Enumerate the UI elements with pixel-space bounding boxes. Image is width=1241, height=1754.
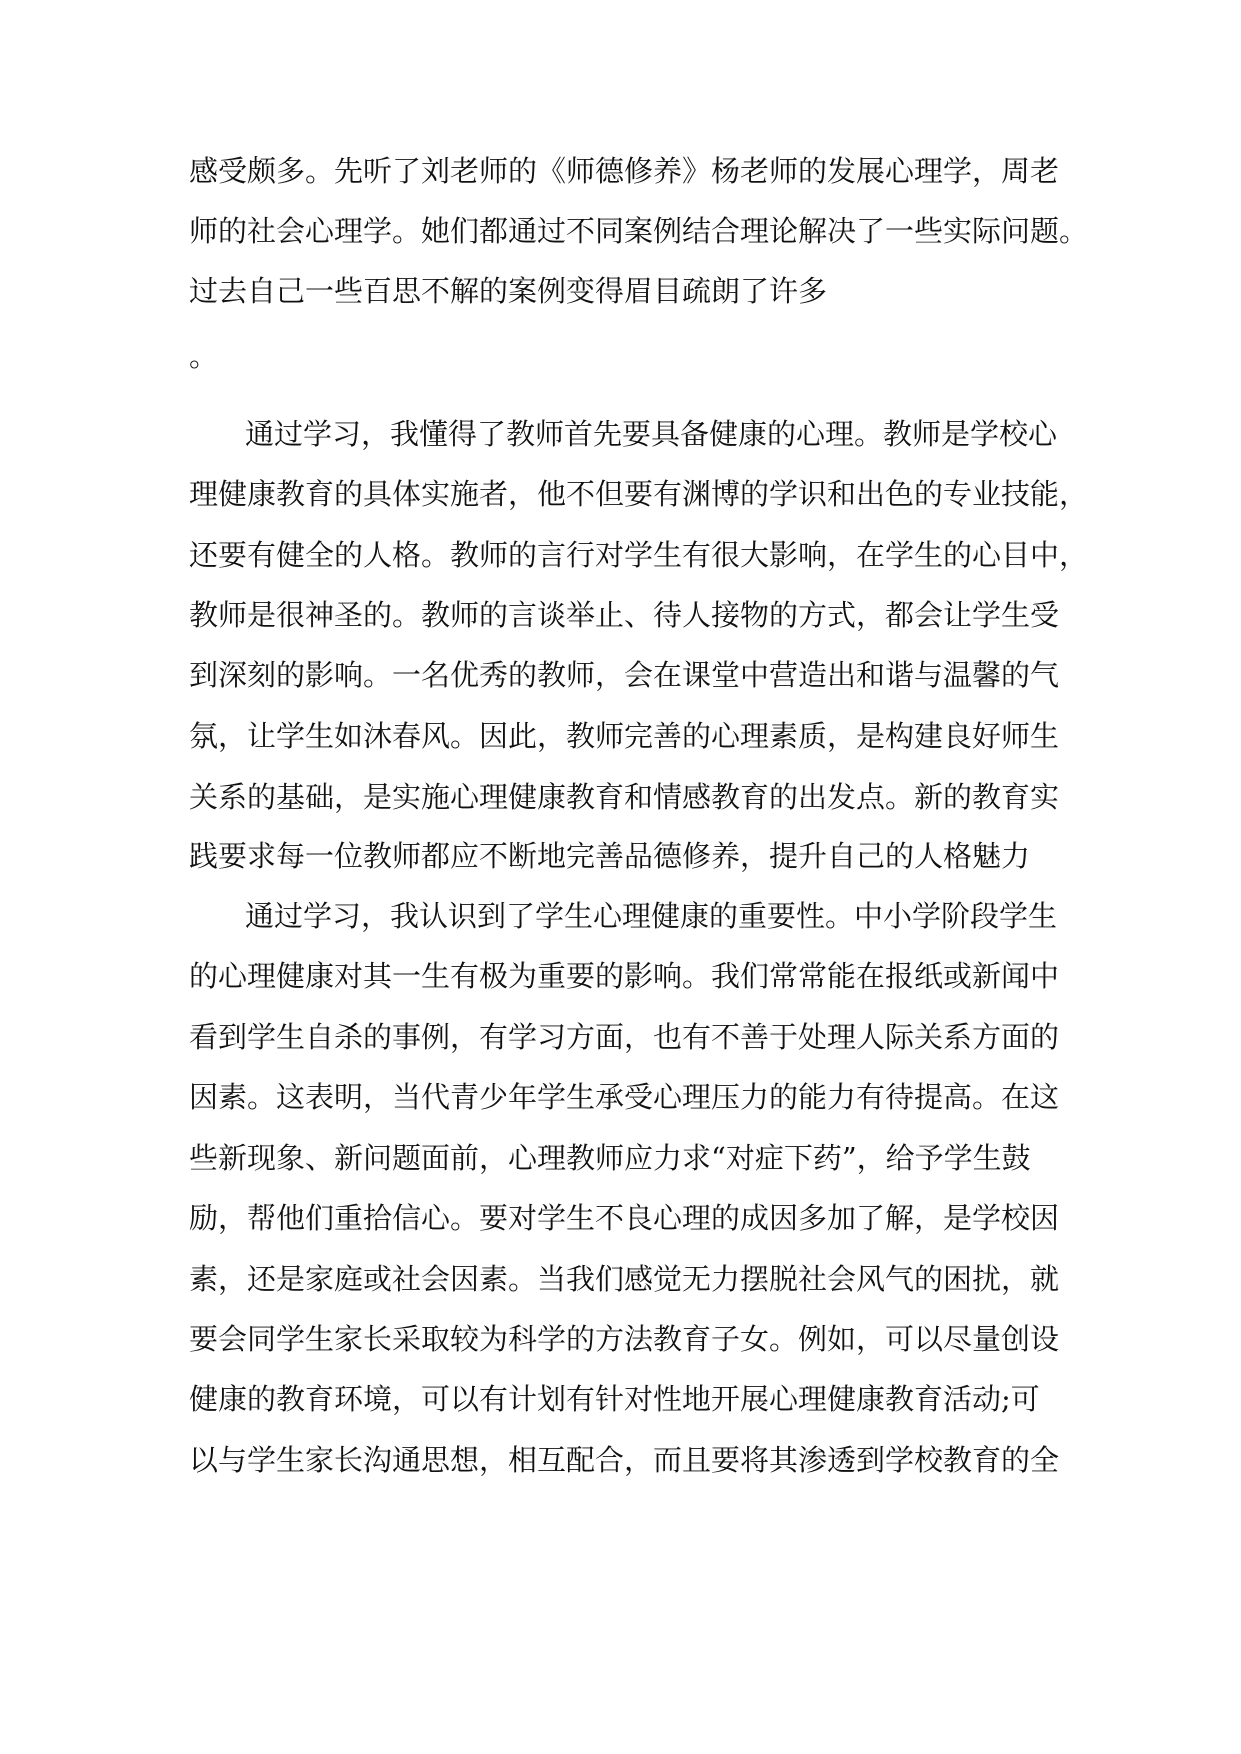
text-line: 看到学生自杀的事例，有学习方面，也有不善于处理人际关系方面的	[189, 1020, 1060, 1054]
paragraph-start-line: 通过学习，我懂得了教师首先要具备健康的心理。教师是学校心	[245, 417, 1058, 451]
text-line: 素，还是家庭或社会因素。当我们感觉无力摆脱社会风气的困扰，就	[189, 1262, 1060, 1296]
text-line: 感受颇多。先听了刘老师的《师德修养》杨老师的发展心理学，周老	[189, 154, 1060, 188]
paragraph-start-line: 通过学习，我认识到了学生心理健康的重要性。中小学阶段学生	[245, 899, 1058, 933]
text-line: 还要有健全的人格。教师的言行对学生有很大影响，在学生的心目中，	[189, 538, 1089, 572]
text-line: 以与学生家长沟通思想，相互配合，而且要将其渗透到学校教育的全	[189, 1443, 1060, 1477]
text-line: 教师是很神圣的。教师的言谈举止、待人接物的方式，都会让学生受	[189, 598, 1060, 632]
text-line: 关系的基础，是实施心理健康教育和情感教育的出发点。新的教育实	[189, 780, 1060, 814]
text-line: 氛，让学生如沐春风。因此，教师完善的心理素质，是构建良好师生	[189, 719, 1060, 753]
text-line: 励，帮他们重拾信心。要对学生不良心理的成因多加了解，是学校因	[189, 1201, 1060, 1235]
text-line: 到深刻的影响。一名优秀的教师，会在课堂中营造出和谐与温馨的气	[189, 658, 1060, 692]
text-line: 要会同学生家长采取较为科学的方法教育子女。例如，可以尽量创设	[189, 1322, 1060, 1356]
text-line: 的心理健康对其一生有极为重要的影响。我们常常能在报纸或新闻中	[189, 959, 1060, 993]
text-line: 因素。这表明，当代青少年学生承受心理压力的能力有待提高。在这	[189, 1080, 1060, 1114]
text-line: 健康的教育环境，可以有计划有针对性地开展心理健康教育活动;可	[189, 1382, 1040, 1416]
text-line: 。	[189, 339, 219, 373]
text-line: 践要求每一位教师都应不断地完善品德修养，提升自己的人格魅力	[189, 839, 1031, 873]
text-line: 些新现象、新问题面前，心理教师应力求“对症下药”，给予学生鼓	[189, 1141, 1031, 1175]
text-line: 师的社会心理学。她们都通过不同案例结合理论解决了一些实际问题。	[189, 214, 1089, 248]
text-line: 理健康教育的具体实施者，他不但要有渊博的学识和出色的专业技能，	[189, 477, 1089, 511]
text-line: 过去自己一些百思不解的案例变得眉目疏朗了许多	[189, 274, 828, 308]
